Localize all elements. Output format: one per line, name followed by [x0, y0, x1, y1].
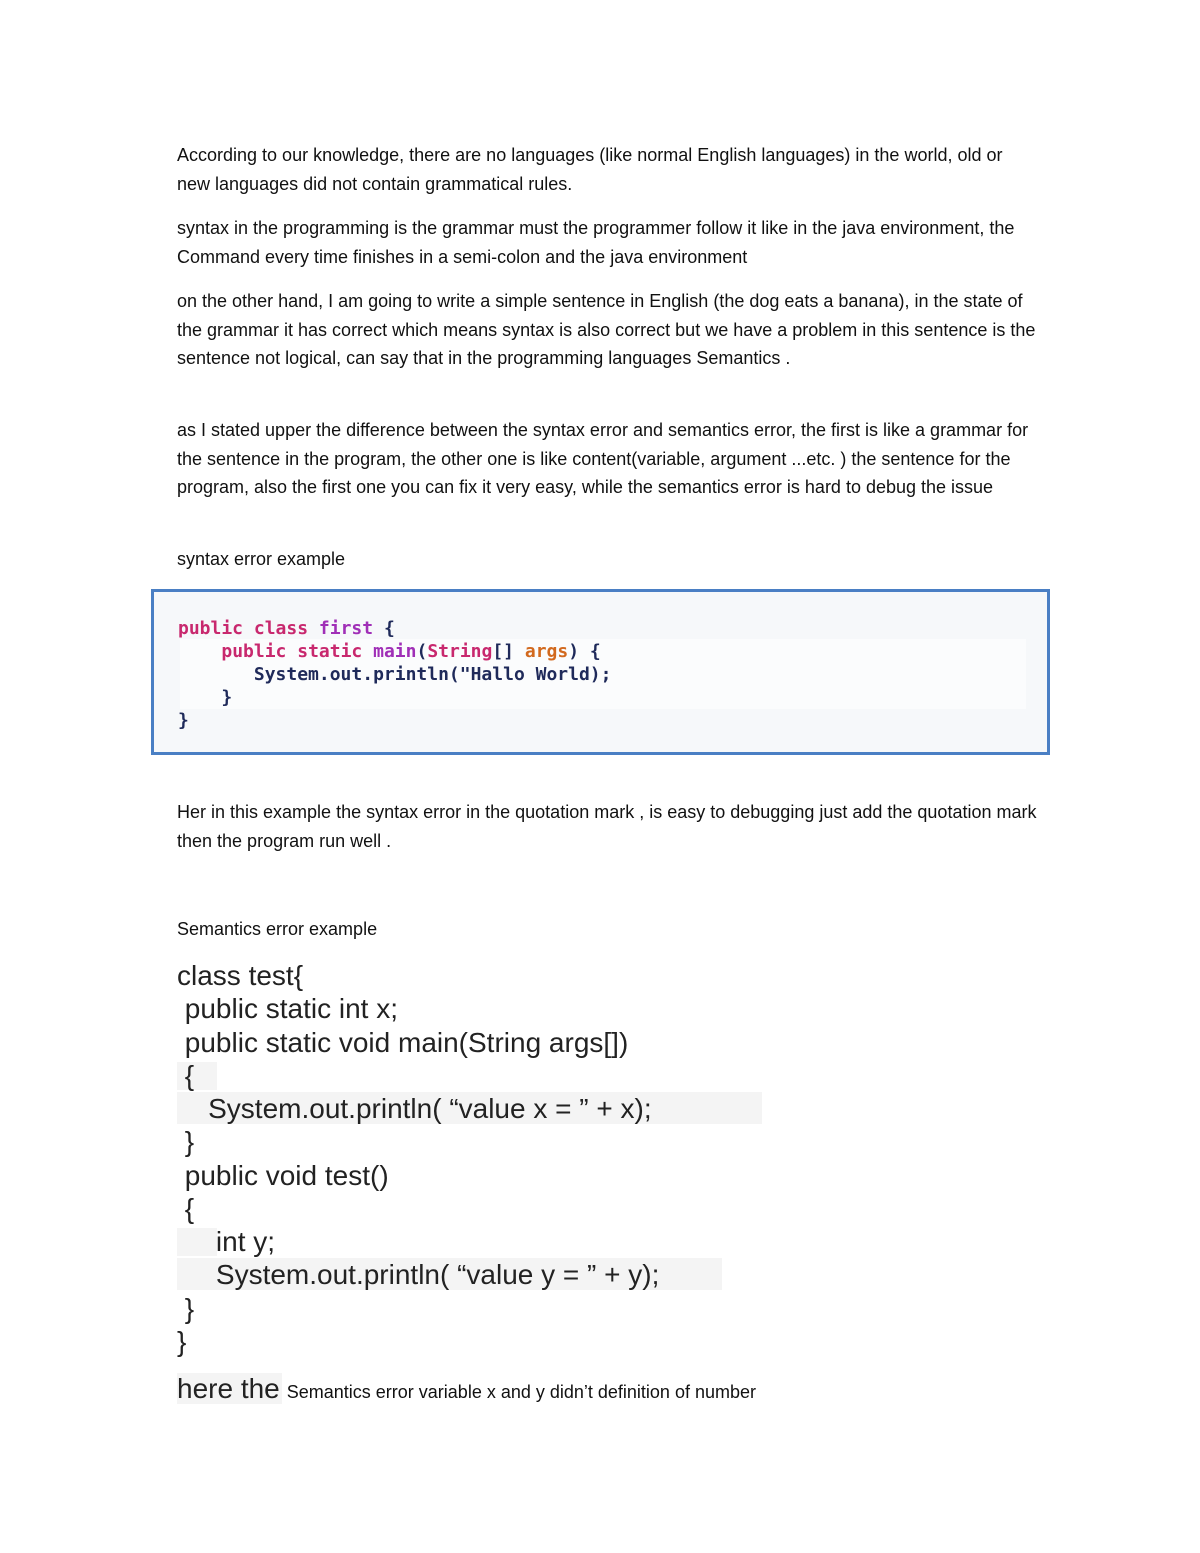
semantics-line-5: System.out.println( “value x = ” + x);	[177, 1093, 652, 1124]
paragraph-difference: as I stated upper the difference between the syntax error and semantics error, the first is like a grammar for the sentence in the program, the other one is like content(variable, argument ...etc. ) the sentence for the program, also the first one you can fix it very easy, while the semantics error is hard to debug the issue	[177, 420, 1029, 497]
code-line-5: }	[178, 710, 189, 731]
semantics-line-3: public static void main(String args[])	[177, 1027, 629, 1058]
code-line-1: public class first {	[178, 618, 395, 639]
semantics-line-12: }	[177, 1326, 187, 1357]
final-sentence	[177, 1373, 756, 1405]
code-line-4: }	[221, 687, 233, 708]
semantics-line-4: {	[177, 1060, 195, 1091]
heading-semantics-example: Semantics error example	[177, 919, 378, 939]
semantics-line-10: System.out.println( “value y = ” + y);	[177, 1259, 660, 1290]
final-sentence-rest: Semantics error variable x and y didn’t definition of number	[281, 1382, 756, 1402]
syntax-code-block	[151, 589, 1050, 755]
semantics-line-6: }	[177, 1126, 195, 1157]
semantics-line-7: public void test()	[177, 1160, 389, 1191]
paragraph-explanation: Her in this example the syntax error in the quotation mark , is easy to debugging just add the quotation mark then the program run well .	[177, 802, 1037, 851]
paragraph-intro: According to our knowledge, there are no languages (like normal English languages) in the world, old or new languages did not contain grammatical rules.	[177, 145, 1003, 194]
semantics-line-11: }	[177, 1293, 195, 1324]
semantics-line-2: public static int x;	[177, 993, 398, 1024]
paragraph-english-example: on the other hand, I am going to write a simple sentence in English (the dog eats a banana), in the state of the grammar it has correct which means syntax is also correct but we have a problem in this sentence is the sentence not logical, can say that in the programming languages Semantics .	[177, 291, 1036, 368]
semantics-line-9: int y;	[177, 1226, 276, 1257]
semantics-line-8: {	[177, 1193, 195, 1224]
heading-syntax-example: syntax error example	[177, 549, 346, 569]
semantics-line-1: class test{	[177, 960, 304, 991]
paragraph-syntax-definition: syntax in the programming is the grammar must the programmer follow it like in the java environment, the Command every time finishes in a semi-colon and the java environment	[177, 218, 1015, 267]
code-line-3: System.out.println("Hallo World);	[253, 664, 612, 685]
final-sentence-lead: here the	[177, 1373, 280, 1404]
code-line-2: public static main(String[] args) {	[221, 641, 601, 662]
